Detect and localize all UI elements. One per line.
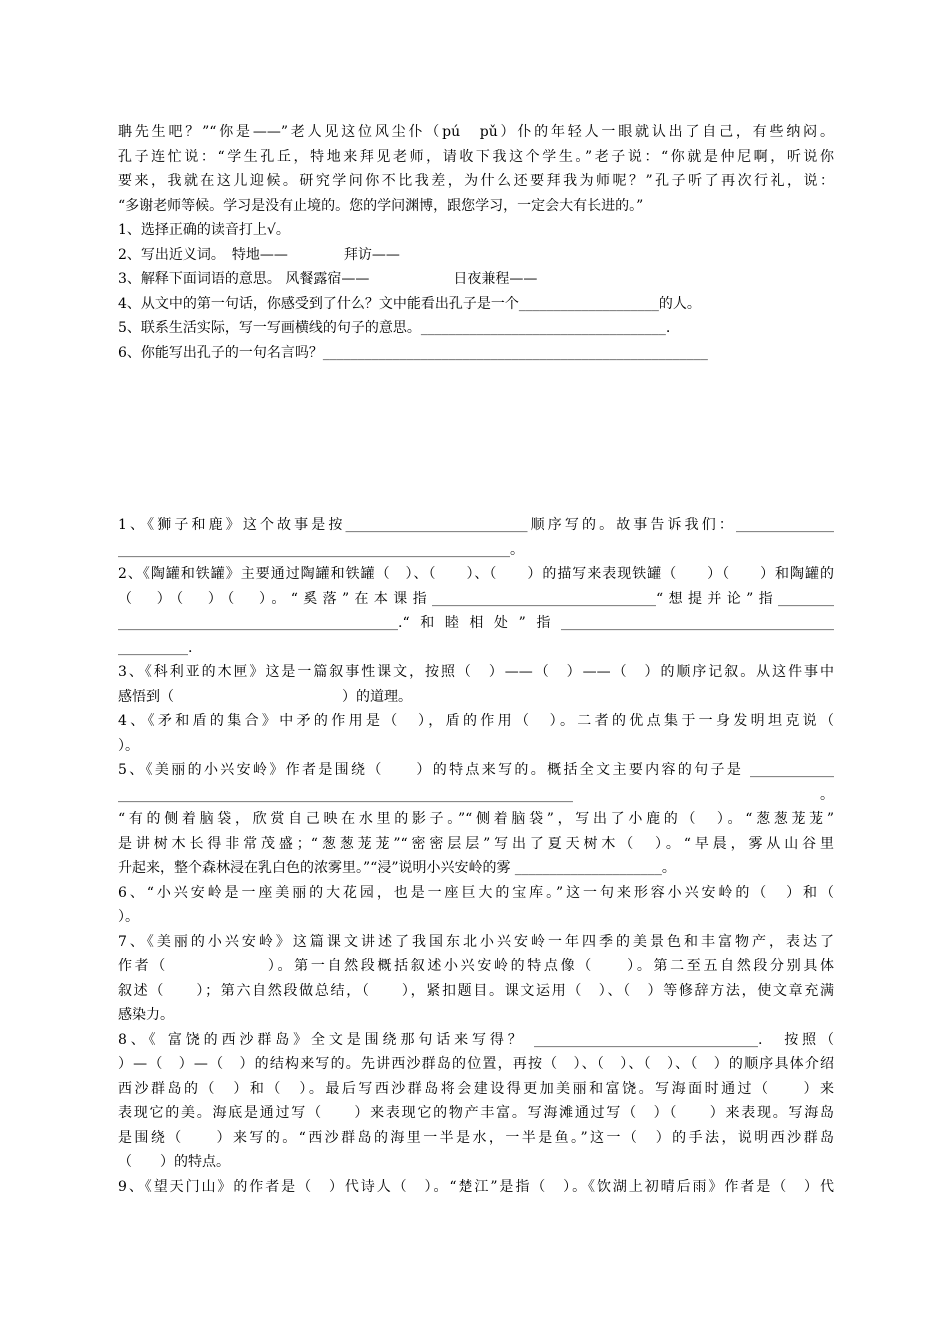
review-line: 8、《 富饶的西沙群岛》全文是围绕那句话来写得？ ________________________________. 按照（ (118, 1031, 834, 1048)
review-line: ）。 (118, 909, 139, 925)
document-page (118, 120, 834, 1199)
review-line: （ ）的特点。 (118, 1154, 230, 1170)
review-line: _________________________________________________________________ 。 (118, 786, 834, 803)
passage-line: 聃先生吧？”“你是——”老人见这位风尘仆（pú pǔ）仆的年轻人一眼就认出了自己，有些纳闷。 (118, 124, 834, 140)
review-line: 是围绕（ ）来写的。“西沙群岛的海里一半是水，一半是鱼。”这一（ ）的手法，说明西沙群岛 (118, 1129, 834, 1146)
review-line: 3、《科利亚的木匣》这是一篇叙事性课文，按照（ ）——（ ）——（ ）的顺序记叙。从这件事中 (118, 664, 834, 680)
review-questions (118, 513, 834, 1199)
review-line: “有的侧着脑袋，欣赏自己映在水里的影子。”“侧着脑袋”，写出了小鹿的（ ）。“葱葱茏茏” (118, 811, 834, 827)
review-line: ________________________________________.“和睦相处”指_______________________________________ (118, 615, 834, 631)
review-line: 感染力。 (118, 1007, 174, 1023)
review-line: 西沙群岛的（ ）和（ ）。最后写西沙群岛将会建设得更加美丽和富饶。写海面时通过（ ）来 (118, 1080, 834, 1097)
blank-space (118, 365, 834, 513)
passage-line: 要来，我就在这儿迎候。研究学问你不比我差，为什么还要拜我为师呢？”孔子听了再次行礼，说： (118, 173, 834, 189)
passage-line: “多谢老师等候。学习是没有止境的。您的学问渊博，跟您学习，一定会大有长进的。” (118, 197, 644, 214)
review-line: ）。 (118, 737, 139, 754)
passage-and-questions (118, 120, 834, 365)
review-line: __________. (118, 639, 193, 656)
review-line: 表现它的美。海底是通过写（ ）来表现它的物产丰富。写海滩通过写（ ）（ ）来表现。写海岛 (118, 1105, 834, 1121)
review-line: ）—（ ）—（ ）的结构来写的。先讲西沙群岛的位置，再按（ ）、（ ）、（ ）、（ ）的顺序具体介绍 (118, 1056, 834, 1072)
review-line: 4、《矛和盾的集合》中矛的作用是（ ），盾的作用（ ）。二者的优点集于一身发明坦克说（ (118, 713, 834, 729)
review-line: ________________________________________________________。 (118, 541, 524, 558)
review-line: 6、“小兴安岭是一座美丽的大花园，也是一座巨大的宝库。”这一句来形容小兴安岭的（ ）和（ (118, 884, 834, 901)
review-line: 感悟到（ ）的道理。 (118, 688, 412, 705)
review-line: 升起来，整个森林浸在乳白色的浓雾里。”“浸”说明小兴安岭的雾 _____________________。 (118, 860, 676, 876)
review-line: 9、《望天门山》的作者是（ ）代诗人（ ）。“楚江”是指（ ）。《饮湖上初晴后雨》作者是（ ）代 (118, 1178, 834, 1195)
review-line: 是讲树木长得非常茂盛；“葱葱茏茏”“密密层层”写出了夏天树木（ ）。“早晨，雾从山谷里 (118, 835, 834, 852)
review-line: 7、《美丽的小兴安岭》这篇课文讲述了我国东北小兴安岭一年四季的美景色和丰富物产，表达了 (118, 933, 834, 950)
review-line: 作者（ ）。第一自然段概括叙述小兴安岭的特点像（ ）。第二至五自然段分别具体 (118, 958, 834, 974)
question-line: 2、写出近义词。 特地—— 拜访—— (118, 246, 400, 263)
review-line: 1、《狮子和鹿》这个故事是按__________________________顺序写的。故事告诉我们：______________ (118, 517, 834, 533)
review-line: 叙述（ ）；第六自然段做总结，（ ），紧扣题目。课文运用（ ）、（ ）等修辞方法，使文章充满 (118, 982, 834, 999)
question-line: 6、你能写出孔子的一句名言吗？_______________________________________________________ (118, 344, 708, 361)
review-line: 5、《美丽的小兴安岭》作者是围绕（ ）的特点来写的。概括全文主要内容的句子是 ____________ (118, 762, 834, 778)
passage-line: 孔子连忙说：“学生孔丘，特地来拜见老师，请收下我这个学生。”老子说：“你就是仲尼啊，听说你 (118, 148, 834, 165)
question-line: 4、从文中的第一句话，你感受到了什么？文中能看出孔子是一个____________________的人。 (118, 295, 701, 312)
question-line: 3、解释下面词语的意思。 风餐露宿—— 日夜兼程—— (118, 271, 538, 287)
review-line: 2、《陶罐和铁罐》主要通过陶罐和铁罐（ ）、（ ）、（ ）的描写来表现铁罐（ ）（ ）和陶罐的 (118, 566, 834, 582)
review-line: （ ）（ ）（ ）。“奚落”在本课指________________________________“想提并论”指________ (118, 590, 834, 607)
question-line: 1、选择正确的读音打上√。 (118, 222, 290, 238)
question-line: 5、联系生活实际，写一写画横线的句子的意思。___________________________________. (118, 320, 671, 336)
